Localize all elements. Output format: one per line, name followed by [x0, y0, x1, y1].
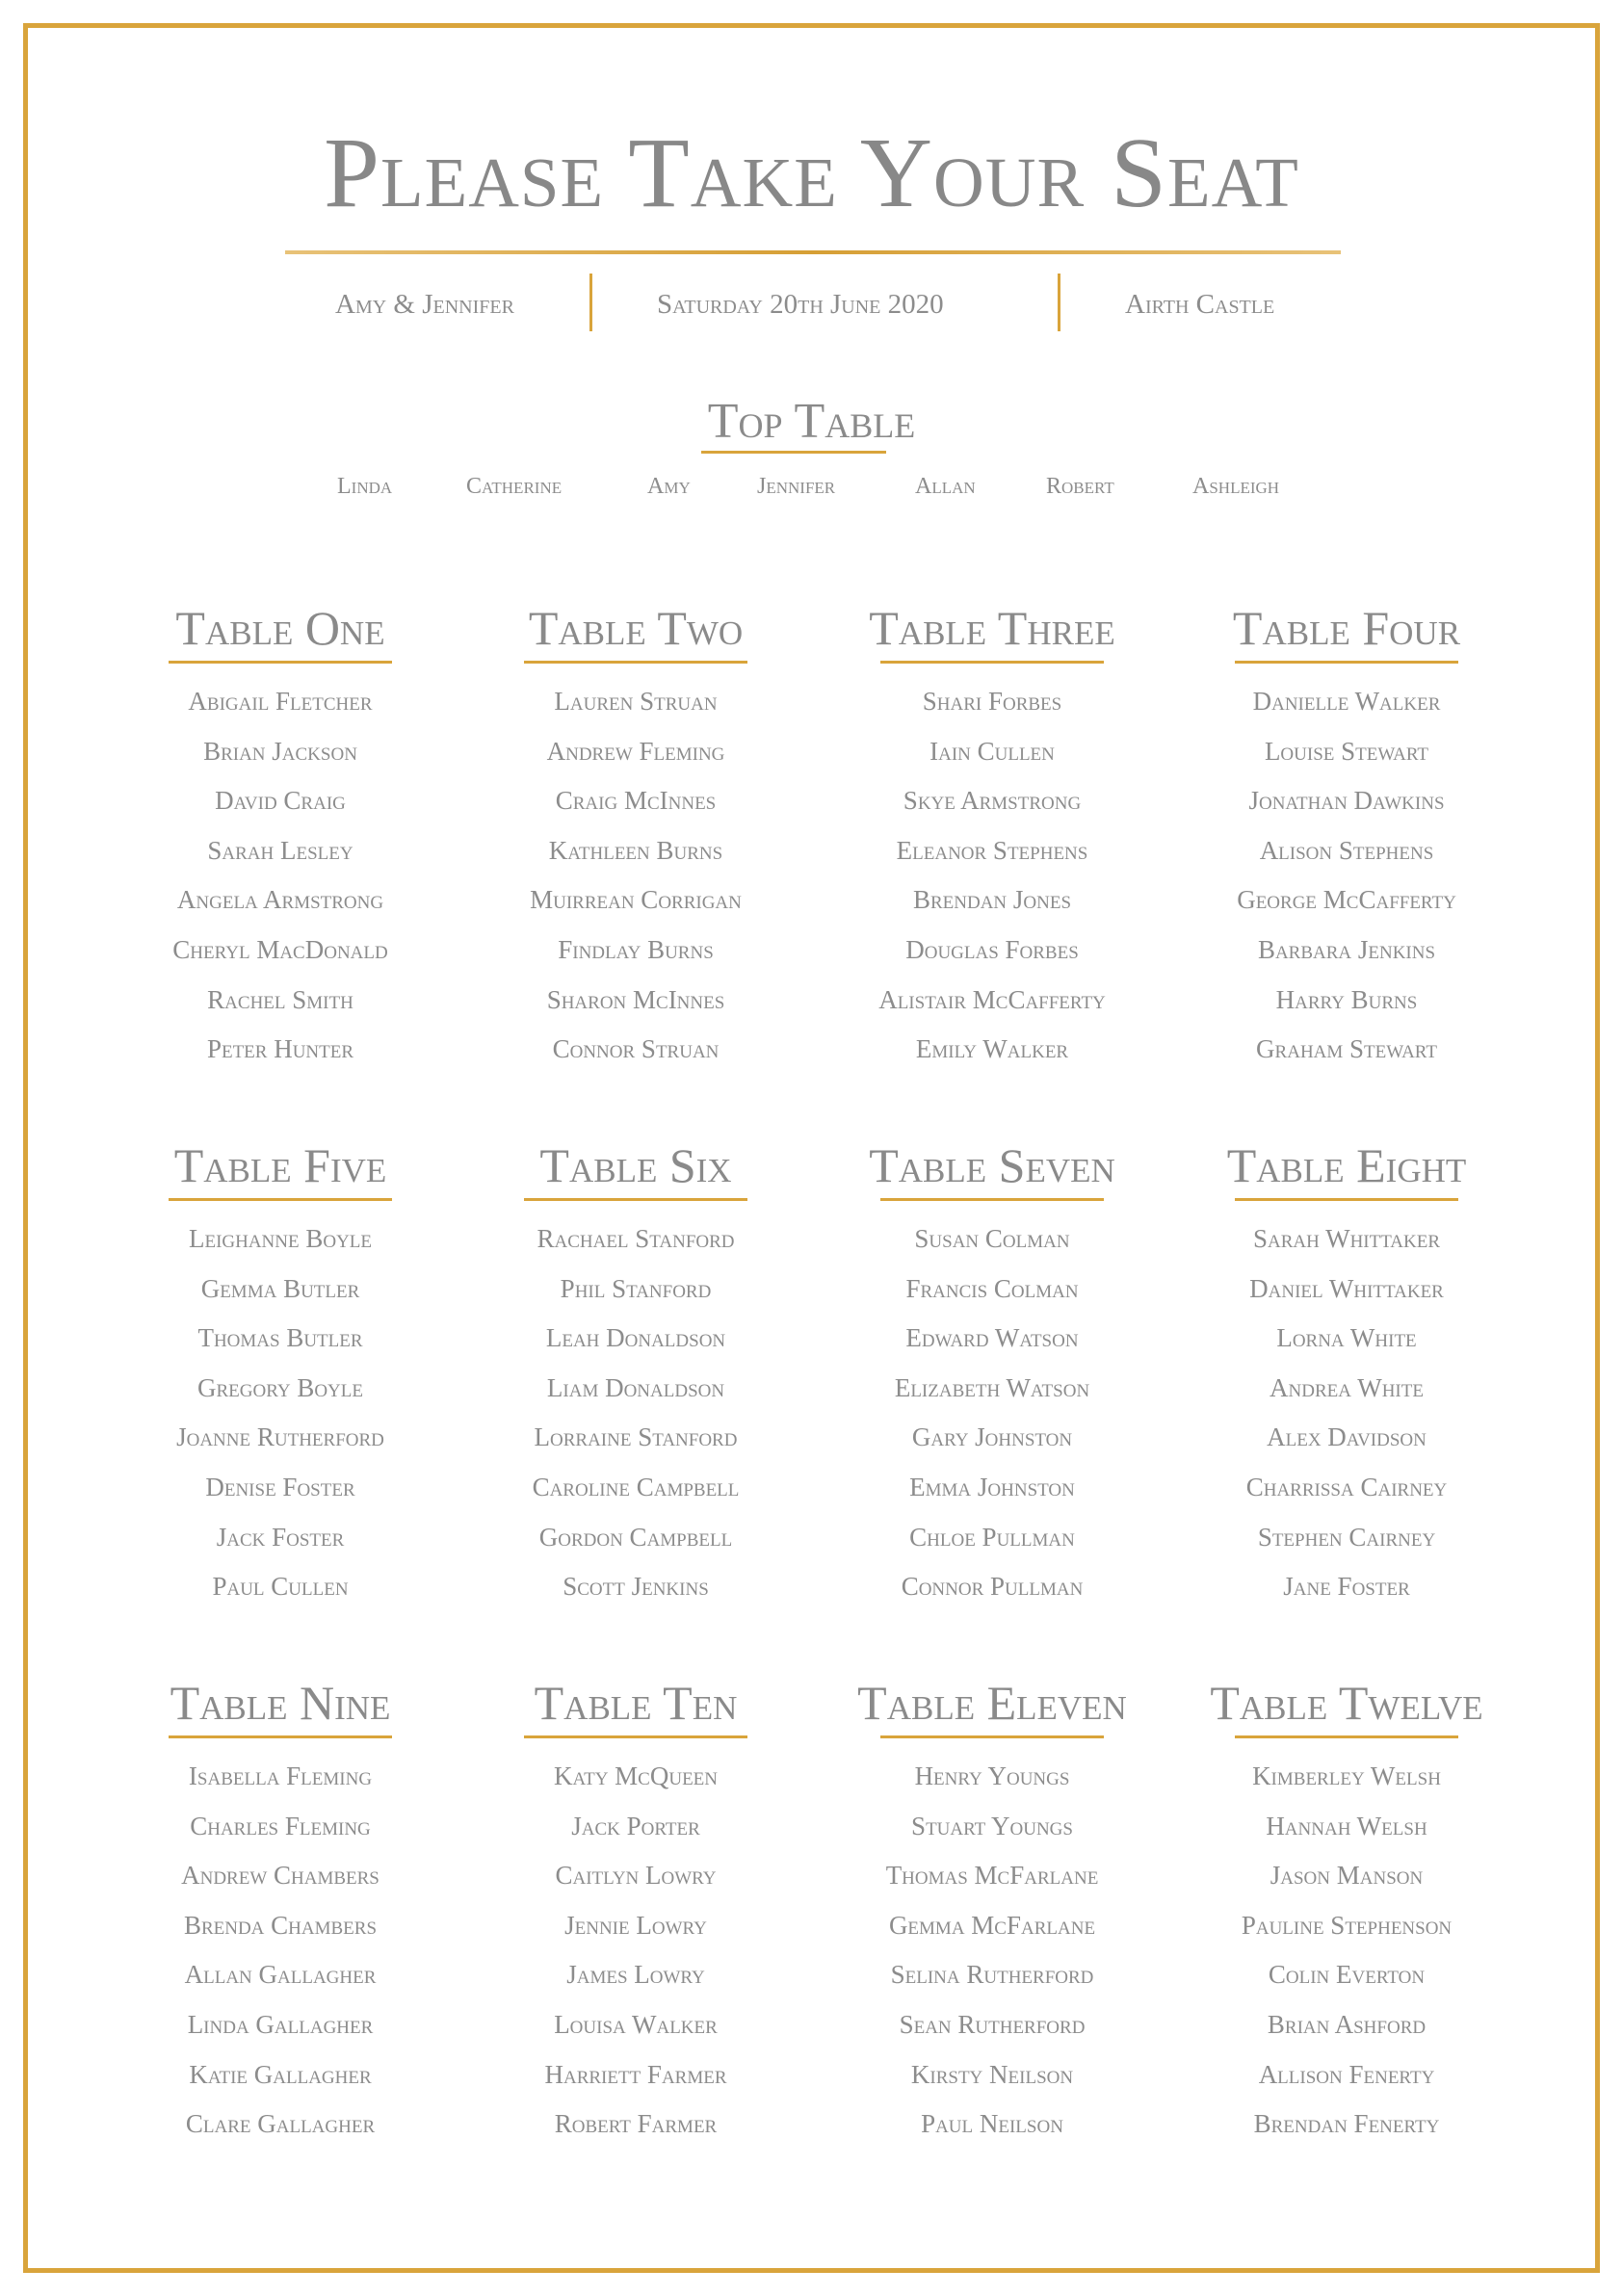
guest-name: Thomas McFarlane	[885, 1861, 1099, 1891]
guest-name: Charles Fleming	[190, 1811, 371, 1840]
guest-name: Daniel Whittaker	[1249, 1273, 1444, 1303]
guest-name: Colin Everton	[1268, 1960, 1426, 1990]
guest-name: James Lowry	[566, 1960, 705, 1990]
table-two	[477, 599, 795, 1075]
guest-name: Scott Jenkins	[563, 1572, 709, 1602]
guest-name: Leighanne Boyle	[188, 1224, 373, 1253]
guest-name: Louise Stewart	[1264, 736, 1429, 766]
guest-name: Hannah Welsh	[1266, 1811, 1427, 1840]
guest-name: Angela Armstrong	[176, 885, 384, 915]
guest-name: Connor Struan	[552, 1034, 720, 1064]
top-table-name: Amy	[647, 474, 691, 499]
top-table-name: Catherine	[466, 474, 563, 499]
table-ten	[477, 1674, 795, 2150]
guest-name: Andrea White	[1270, 1372, 1424, 1402]
table-divider	[169, 661, 392, 664]
table-divider	[1235, 661, 1458, 664]
table-title: Table Ten	[534, 1676, 738, 1730]
guest-name: Brian Jackson	[203, 736, 357, 766]
top-table-title: Top Table	[707, 394, 916, 449]
guest-name: Craig McInnes	[555, 786, 717, 816]
table-title: Table Four	[1232, 601, 1461, 655]
guest-name: Edward Watson	[905, 1323, 1079, 1353]
guest-name: Katy McQueen	[553, 1761, 719, 1790]
table-six	[477, 1136, 795, 1612]
guest-name: Jason Manson	[1270, 1861, 1424, 1891]
guest-name: Lorna White	[1276, 1323, 1417, 1353]
table-title: Table One	[175, 601, 385, 655]
guest-name: Kirsty Neilson	[910, 2059, 1074, 2089]
guest-name: Sarah Lesley	[207, 835, 353, 865]
guest-name: Stephen Cairney	[1257, 1522, 1436, 1552]
table-divider	[169, 1198, 392, 1201]
page-title: Please Take Your Seat	[324, 117, 1299, 228]
guest-name: Graham Stewart	[1256, 1034, 1437, 1064]
top-table-name: Robert	[1046, 474, 1114, 499]
guest-name: Denise Foster	[205, 1472, 355, 1501]
venue-name: Airth Castle	[1125, 289, 1275, 320]
guest-name: Stuart Youngs	[911, 1811, 1073, 1840]
guest-name: Brenda Chambers	[183, 1910, 378, 1940]
guest-name: Gemma McFarlane	[888, 1910, 1096, 1940]
guest-name: Allison Fenerty	[1258, 2059, 1435, 2089]
table-eleven	[833, 1674, 1151, 2150]
guest-name: Sarah Whittaker	[1252, 1224, 1441, 1253]
table-twelve	[1188, 1674, 1505, 2150]
guest-name: Allan Gallagher	[184, 1960, 377, 1990]
guest-name: Connor Pullman	[901, 1572, 1084, 1602]
top-table-name: Ashleigh	[1192, 474, 1280, 499]
guest-name: Elizabeth Watson	[894, 1372, 1090, 1402]
guest-name: Jonathan Dawkins	[1248, 786, 1445, 816]
guest-name: Jack Porter	[571, 1811, 700, 1840]
couple-names: Amy & Jennifer	[335, 289, 514, 320]
guest-name: Henry Youngs	[914, 1761, 1070, 1790]
guest-name: Danielle Walker	[1252, 687, 1441, 716]
table-title: Table Five	[173, 1138, 387, 1192]
top-table-name: Allan	[915, 474, 976, 499]
guest-name: Findlay Burns	[558, 934, 714, 964]
table-title: Table Twelve	[1210, 1676, 1483, 1730]
guest-name: Lorraine Stanford	[534, 1422, 738, 1452]
top-table-name: Jennifer	[757, 474, 836, 499]
guest-name: David Craig	[215, 786, 346, 816]
guest-name: George McCafferty	[1237, 885, 1456, 915]
guest-name: Clare Gallagher	[185, 2109, 376, 2139]
guest-name: Peter Hunter	[206, 1034, 354, 1064]
table-four	[1188, 599, 1505, 1075]
guest-name: Gordon Campbell	[538, 1522, 733, 1552]
guest-name: Iain Cullen	[929, 736, 1055, 766]
guest-name: Eleanor Stephens	[896, 835, 1088, 865]
guest-name: Andrew Chambers	[181, 1861, 380, 1891]
guest-name: Harry Burns	[1275, 984, 1418, 1014]
guest-name: Skye Armstrong	[903, 786, 1082, 816]
guest-name: Jane Foster	[1283, 1572, 1410, 1602]
table-eight	[1188, 1136, 1505, 1612]
table-divider	[169, 1735, 392, 1738]
table-divider	[880, 1198, 1104, 1201]
guest-name: Abigail Fletcher	[188, 687, 373, 716]
guest-name: Harriett Farmer	[544, 2059, 727, 2089]
table-title: Table Eight	[1226, 1138, 1467, 1192]
guest-name: Douglas Forbes	[905, 934, 1079, 964]
table-divider	[524, 661, 747, 664]
top-table-name: Linda	[337, 474, 393, 499]
guest-name: Gemma Butler	[200, 1273, 360, 1303]
guest-name: Brian Ashford	[1267, 2009, 1427, 2039]
table-title: Table Nine	[170, 1676, 391, 1730]
guest-name: Lauren Struan	[554, 687, 718, 716]
table-divider	[524, 1735, 747, 1738]
table-divider	[524, 1198, 747, 1201]
guest-name: Muirrean Corrigan	[530, 885, 742, 915]
guest-name: Katie Gallagher	[189, 2059, 372, 2089]
guest-name: Sharon McInnes	[546, 984, 725, 1014]
guest-name: Brendan Jones	[912, 885, 1072, 915]
guest-name: Sean Rutherford	[899, 2009, 1086, 2039]
guest-name: Gary Johnston	[911, 1422, 1073, 1452]
guest-name: Linda Gallagher	[187, 2009, 374, 2039]
guest-name: Cheryl MacDonald	[172, 934, 388, 964]
guest-name: Gregory Boyle	[197, 1372, 363, 1402]
guest-name: Rachael Stanford	[537, 1224, 735, 1253]
table-divider	[1235, 1735, 1458, 1738]
guest-name: Alison Stephens	[1259, 835, 1434, 865]
table-five	[121, 1136, 439, 1612]
guest-name: Joanne Rutherford	[176, 1422, 384, 1452]
table-title: Table Three	[869, 601, 1115, 655]
guest-name: Shari Forbes	[922, 687, 1062, 716]
guest-name: Paul Cullen	[212, 1572, 349, 1602]
event-date: Saturday 20th June 2020	[657, 289, 944, 320]
table-nine	[121, 1674, 439, 2150]
table-seven	[833, 1136, 1151, 1612]
guest-name: Isabella Fleming	[188, 1761, 373, 1790]
guest-name: Phil Stanford	[560, 1273, 712, 1303]
guest-name: Charrissa Cairney	[1245, 1472, 1448, 1501]
table-title: Table Seven	[869, 1138, 1115, 1192]
guest-name: Leah Donaldson	[545, 1323, 726, 1353]
guest-name: Emily Walker	[915, 1034, 1069, 1064]
guest-name: Louisa Walker	[554, 2009, 718, 2039]
guest-name: Kimberley Welsh	[1252, 1761, 1441, 1790]
guest-name: Andrew Fleming	[546, 736, 725, 766]
guest-name: Caitlyn Lowry	[555, 1861, 717, 1891]
guest-name: Francis Colman	[905, 1273, 1079, 1303]
guest-name: Thomas Butler	[197, 1323, 363, 1353]
table-one	[121, 599, 439, 1075]
table-title: Table Six	[539, 1138, 732, 1192]
guest-name: Brendan Fenerty	[1253, 2109, 1440, 2139]
guest-name: Pauline Stephenson	[1241, 1910, 1453, 1940]
guest-name: Caroline Campbell	[532, 1472, 740, 1501]
guest-name: Alistair McCafferty	[878, 984, 1106, 1014]
guest-name: Rachel Smith	[207, 984, 353, 1014]
guest-name: Susan Colman	[914, 1224, 1070, 1253]
table-three	[833, 599, 1151, 1075]
guest-name: Barbara Jenkins	[1257, 934, 1436, 964]
guest-name: Emma Johnston	[909, 1472, 1075, 1501]
table-divider	[1235, 1198, 1458, 1201]
table-divider	[880, 1735, 1104, 1738]
guest-name: Chloe Pullman	[909, 1522, 1075, 1552]
table-divider	[880, 661, 1104, 664]
guest-name: Kathleen Burns	[548, 835, 723, 865]
guest-name: Paul Neilson	[921, 2109, 1063, 2139]
guest-name: Alex Davidson	[1267, 1422, 1427, 1452]
table-title: Table Eleven	[857, 1676, 1127, 1730]
guest-name: Jennie Lowry	[564, 1910, 707, 1940]
guest-name: Robert Farmer	[554, 2109, 718, 2139]
guest-name: Jack Foster	[216, 1522, 345, 1552]
table-title: Table Two	[528, 601, 744, 655]
guest-name: Selina Rutherford	[890, 1960, 1094, 1990]
guest-name: Liam Donaldson	[546, 1372, 725, 1402]
